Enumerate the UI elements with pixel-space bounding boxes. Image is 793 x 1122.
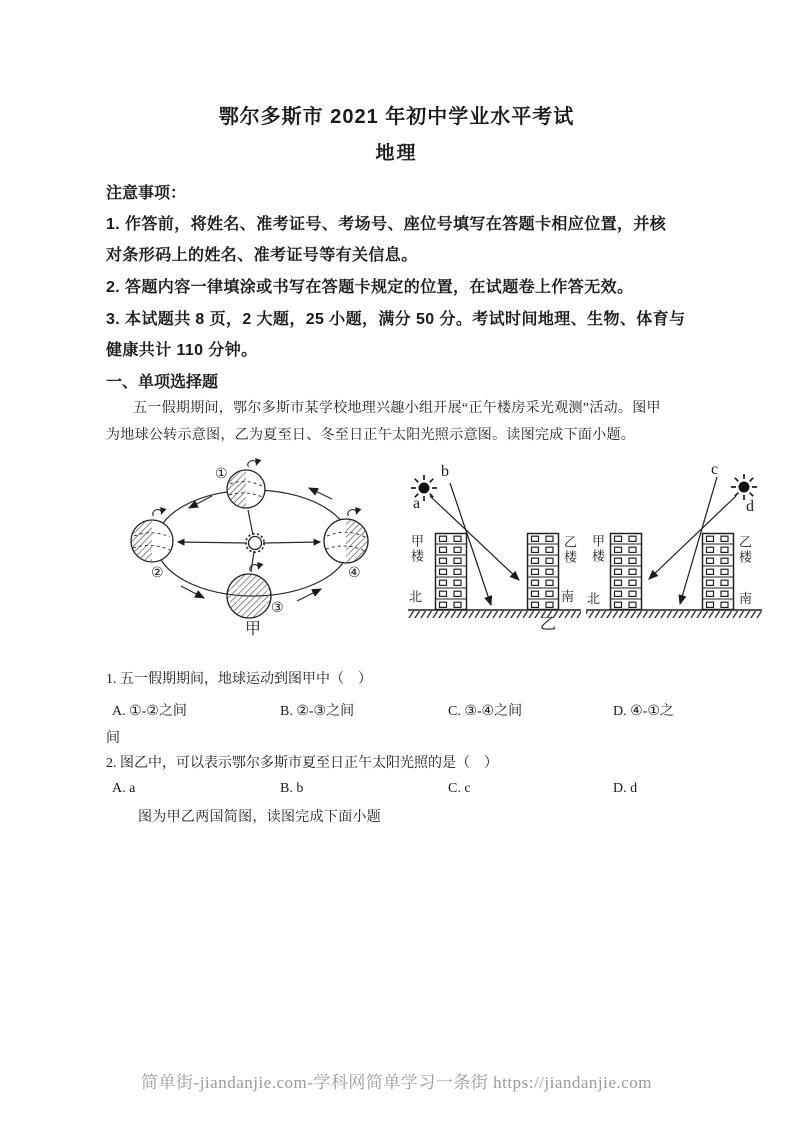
orbit-arrow: [297, 589, 321, 601]
orbit-position-label-1: ①: [215, 465, 228, 481]
option-a: A. a: [112, 781, 136, 796]
north-label: 北: [587, 591, 601, 606]
building-yi: [703, 534, 734, 610]
option-b: B. b: [280, 781, 304, 796]
noon-sunlight-diagram-summer: [408, 475, 581, 618]
south-label: 南: [739, 591, 753, 606]
south-label: 南: [561, 589, 575, 604]
building-jia: [611, 534, 642, 610]
earth-orbit-diagram: [131, 459, 368, 618]
section-heading: 一、单项选择题: [106, 374, 219, 391]
orbit-position-label-3: ③: [271, 599, 284, 615]
next-passage-line: 图为甲乙两国简图，读图完成下面小题: [138, 810, 382, 825]
building-label-jialou: 甲楼: [590, 534, 605, 564]
option-d: D. ④-①之: [613, 704, 674, 719]
orbit-arrow: [309, 488, 332, 499]
notice-heading: 注意事项：: [106, 185, 187, 202]
ray-label-c: c: [711, 461, 719, 478]
sun-icon: [246, 534, 264, 552]
earth-globe-position4: [324, 508, 368, 563]
earth-globe-position1: [227, 459, 265, 508]
notice-line: 健康共计 110 分钟。: [106, 342, 258, 359]
option-c: C. c: [448, 781, 471, 796]
building-label-yilou: 乙楼: [737, 535, 752, 565]
ray-label-b: b: [441, 463, 449, 480]
ray-label-d: d: [746, 498, 754, 515]
option-d: D. d: [613, 781, 638, 796]
earth-globe-position2: [131, 508, 173, 562]
ray-label-a: a: [413, 495, 421, 512]
building-jia: [436, 534, 467, 610]
passage-line: 五一假期期间，鄂尔多斯市某学校地理兴趣小组开展“正午楼房采光观测”活动。图甲: [133, 401, 661, 416]
watermark-footer: 简单街-jiandanjie.com-学科网简单学习一条街 https://jiandanjie.com: [141, 1073, 652, 1092]
noon-sunlight-diagram-winter: [586, 474, 762, 618]
notice-line: 1. 作答前，将姓名、准考证号、考场号、座位号填写在答题卡相应位置，并核: [106, 216, 667, 233]
orbit-position-label-4: ④: [348, 564, 361, 580]
question-2-text: 2. 图乙中，可以表示鄂尔多斯市夏至日正午太阳光照的是（ ）: [106, 756, 498, 771]
option-b: B. ②-③之间: [280, 704, 355, 719]
figure-jia-caption: 甲: [245, 621, 262, 638]
subject-title: 地理: [375, 143, 418, 164]
notice-line: 对条形码上的姓名、准考证号等有关信息。: [106, 247, 418, 264]
notice-line: 3. 本试题共 8 页，2 大题，25 小题，满分 50 分。考试时间地理、生物、体育与: [106, 311, 686, 328]
earth-globe-position3: [227, 563, 271, 618]
question-1-text: 1. 五一假期期间，地球运动到图甲中（ ）: [106, 672, 372, 687]
orbit-position-label-2: ②: [151, 564, 164, 580]
option-a: A. ①-②之间: [112, 704, 187, 719]
figure-strip: [0, 450, 793, 662]
option-d-wrap: 间: [106, 731, 120, 746]
north-label: 北: [409, 589, 423, 604]
figure-yi-caption: 乙: [540, 616, 557, 633]
building-label-jialou: 甲楼: [409, 534, 424, 564]
building-label-yilou: 乙楼: [562, 535, 577, 565]
option-c: C. ③-④之间: [448, 704, 523, 719]
page-title: 鄂尔多斯市 2021 年初中学业水平考试: [218, 106, 575, 128]
ground-hatching: [586, 611, 762, 618]
sun-icon: [731, 474, 757, 500]
figures-drawing: [0, 450, 793, 662]
passage-line: 为地球公转示意图，乙为夏至日、冬至日正午太阳光照示意图。读图完成下面小题。: [106, 428, 636, 443]
building-yi: [528, 534, 559, 610]
notice-line: 2. 答题内容一律填涂或书写在答题卡规定的位置，在试题卷上作答无效。: [106, 279, 634, 296]
